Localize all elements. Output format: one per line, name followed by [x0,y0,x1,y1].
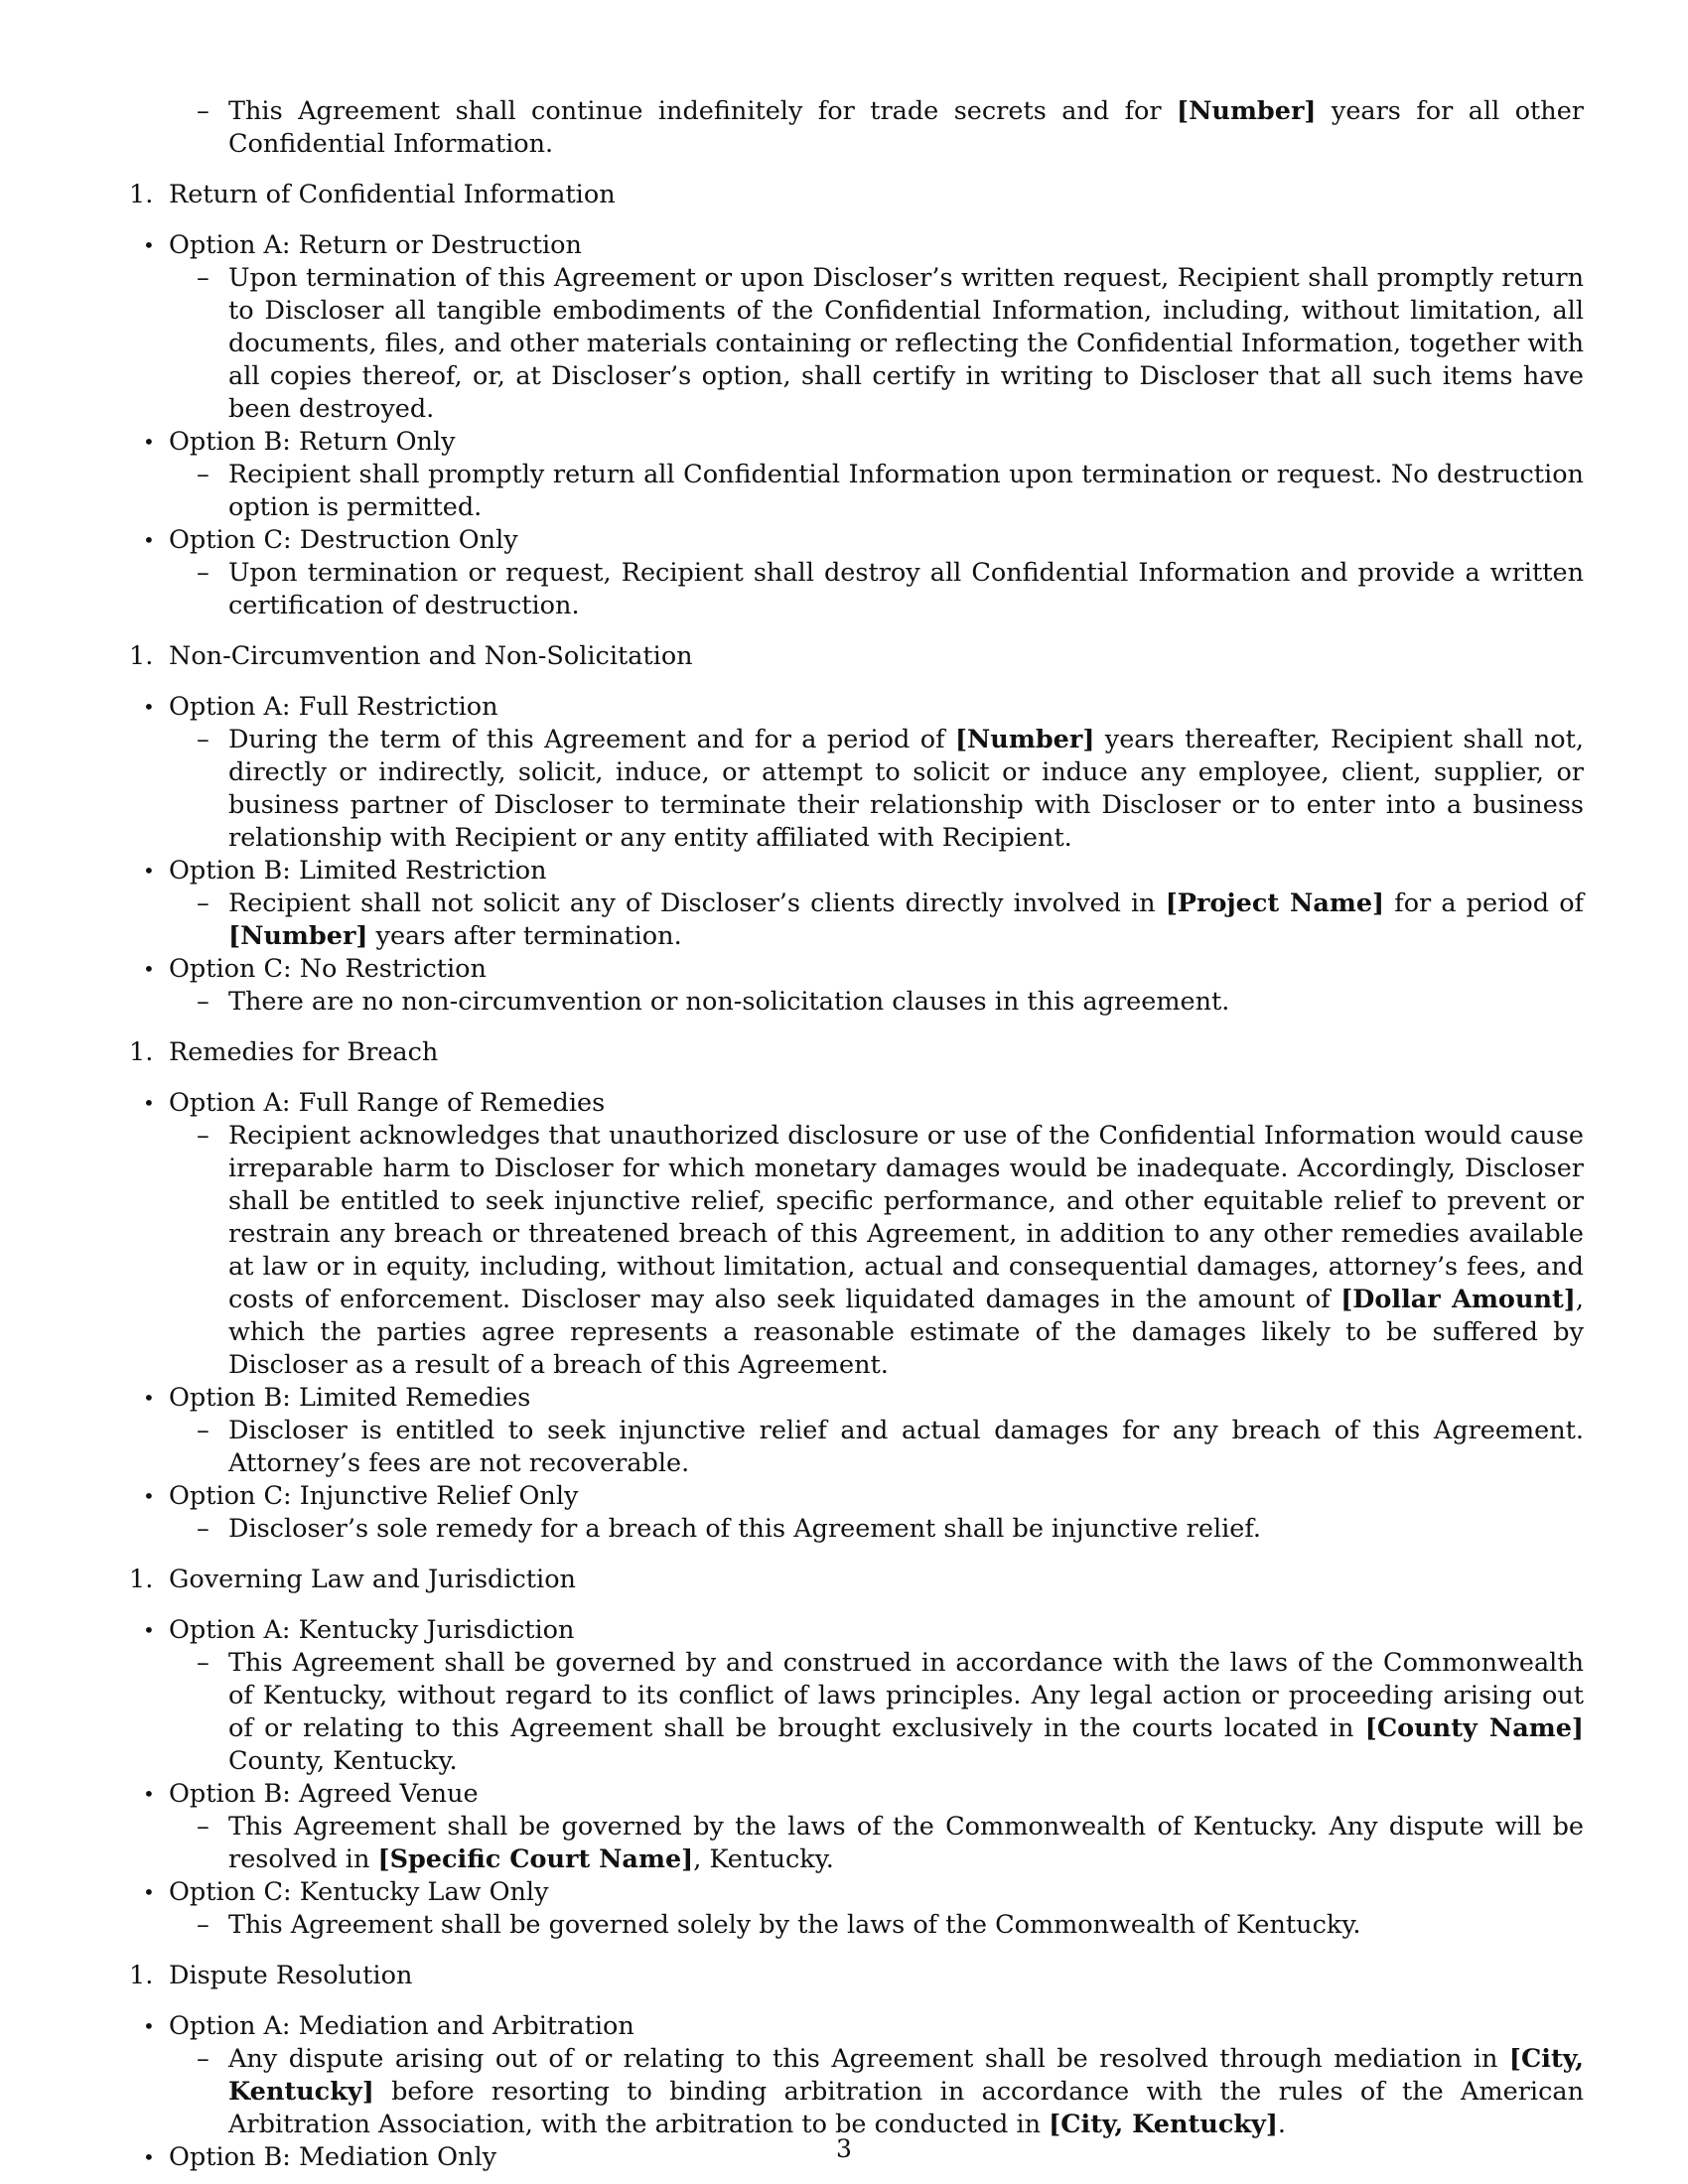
option-item [143,2010,1584,2043]
dash-marker: – [197,1121,210,1151]
dash-marker: – [197,460,210,489]
option-label: Option B: Agreed Venue [169,1779,479,1809]
bullet-marker: • [143,2145,155,2169]
term-duration-item: – This Agreement shall continue indefinitely for trade secrets and for [Number] years for all other Confidential Information. [197,96,1585,159]
bullet-marker: • [143,859,155,883]
bullet-marker: • [143,233,155,257]
dash-marker: – [197,263,210,293]
option-label: Option C: Kentucky Law Only [169,1877,549,1907]
number-marker: 1. [129,180,154,209]
option-item [143,1382,1584,1415]
option-label: Option B: Limited Remedies [169,1383,531,1413]
option-text: – This Agreement shall be governed solely by the laws of the Commonwealth of Kentucky. [197,1910,1361,1940]
option-text: – Discloser’s sole remedy for a breach of this Agreement shall be injunctive relief. [197,1514,1261,1544]
option-label: Option C: No Restriction [169,954,487,984]
option-label: Option C: Destruction Only [169,525,518,555]
option-item [143,1087,1584,1120]
option-text: – Recipient shall promptly return all Confidential Information upon termination or request. No destruction option is permitted. [197,460,1584,522]
section-governing-law [129,1564,1584,1942]
option-item [143,1614,1584,1647]
dash-marker: – [197,558,210,588]
option-label: Option A: Kentucky Jurisdiction [169,1615,575,1645]
option-text: – There are no non-circumvention or non-solicitation clauses in this agreement. [197,987,1230,1017]
option-text: – Recipient shall not solicit any of Discloser’s clients directly involved in [Project Name] for a period of [Number] years after termination. [197,888,1584,951]
bullet-marker: • [143,430,155,454]
dash-marker: – [197,1648,210,1678]
option-item [143,953,1584,986]
option-text: – Any dispute arising out of or relating to this Agreement shall be resolved through mediation in [City, Kentucky] before resorting to binding arbitration in accordance with the rules of the American Arbitration Association, with the arbitration to be conducted in [City, Kentucky]. [197,2044,1584,2139]
option-label: Option A: Full Restriction [169,692,498,722]
number-marker: 1. [129,1961,154,1990]
bullet-marker: • [143,1782,155,1806]
option-item [143,855,1584,887]
section-heading: 1. Remedies for Breach [129,1037,439,1067]
bullet-marker: • [143,1618,155,1642]
section-heading: 1. Dispute Resolution [129,1961,413,1990]
option-item [143,1778,1584,1811]
option-label: Option C: Injunctive Relief Only [169,1481,579,1511]
option-item [143,229,1584,262]
option-text: – Upon termination or request, Recipient shall destroy all Confidential Information and provide a written certification of destruction. [197,558,1584,620]
option-item [143,1876,1584,1909]
option-item [143,426,1584,459]
option-label: Option B: Mediation Only [169,2142,497,2172]
dash-marker: – [197,1514,210,1544]
bullet-marker: • [143,528,155,552]
dash-marker: – [197,725,210,754]
option-label: Option A: Full Range of Remedies [169,1088,606,1118]
bullet-marker: • [143,695,155,719]
number-marker: 1. [129,1037,154,1067]
dash-marker: – [197,96,210,126]
document-page [129,95,1585,2174]
section-remedies [129,1036,1584,1546]
section-heading: 1. Non-Circumvention and Non-Solicitation [129,641,693,671]
dash-marker: – [197,888,210,918]
bullet-marker: • [143,957,155,981]
bullet-marker: • [143,2014,155,2038]
section-heading: 1. Return of Confidential Information [129,180,616,209]
option-label: Option B: Return Only [169,427,456,457]
bullet-marker: • [143,1386,155,1410]
option-text: – This Agreement shall be governed by and construed in accordance with the laws of the Commonwealth of Kentucky, without regard to its conflict of laws principles. Any legal action or proceeding arising out of or relating to this Agreement shall be brought exclusively in the courts located in [County Name] County, Kentucky. [197,1648,1584,1776]
dash-marker: – [197,2044,210,2074]
option-text: – Recipient acknowledges that unauthorized disclosure or use of the Confidential Information would cause irreparable harm to Discloser for which monetary damages would be inadequate. Accordingly, Discloser shall be entitled to seek injunctive relief, specific performance, and other equitable relief to prevent or restrain any breach or threatened breach of this Agreement, in addition to any other remedies available at law or in equity, including, without limitation, actual and consequential damages, attorney’s fees, and costs of enforcement. Discloser may also seek liquidated damages in the amount of [Dollar Amount], which the parties agree represents a reasonable estimate of the damages likely to be suffered by Discloser as a result of a breach of this Agreement. [197,1121,1584,1380]
bullet-marker: • [143,1091,155,1115]
option-item [143,691,1584,724]
dash-marker: – [197,987,210,1017]
option-item [143,524,1584,557]
option-label: Option B: Limited Restriction [169,856,547,886]
bullet-marker: • [143,1484,155,1508]
section-return [129,179,1584,622]
option-label: Option A: Mediation and Arbitration [169,2011,634,2041]
section-non-circumvention [129,640,1584,1019]
page-number: 3 [836,2134,852,2163]
option-text: – Upon termination of this Agreement or upon Discloser’s written request, Recipient shall promptly return to Discloser all tangible embodiments of the Confidential Information, including, without limitation, all documents, files, and other materials containing or reflecting the Confidential Information, together with all copies thereof, or, at Discloser’s option, shall certify in writing to Discloser that all such items have been destroyed. [197,263,1584,424]
dash-marker: – [197,1416,210,1445]
option-text: – During the term of this Agreement and for a period of [Number] years thereafter, Recipient shall not, directly or indirectly, solicit, induce, or attempt to solicit or induce any employee, client, supplier, or business partner of Discloser to terminate their relationship with Discloser or to enter into a business relationship with Recipient or any entity affiliated with Recipient. [197,725,1584,853]
number-marker: 1. [129,641,154,671]
number-marker: 1. [129,1565,154,1594]
option-text: – Discloser is entitled to seek injunctive relief and actual damages for any breach of this Agreement. Attorney’s fees are not recoverable. [197,1416,1584,1478]
option-item [143,1480,1584,1513]
section-heading: 1. Governing Law and Jurisdiction [129,1565,576,1594]
dash-marker: – [197,1812,210,1842]
option-text: – This Agreement shall be governed by the laws of the Commonwealth of Kentucky. Any dispute will be resolved in [Specific Court Name], Kentucky. [197,1812,1584,1874]
dash-marker: – [197,1910,210,1940]
option-label: Option A: Return or Destruction [169,230,582,260]
bullet-marker: • [143,1880,155,1904]
